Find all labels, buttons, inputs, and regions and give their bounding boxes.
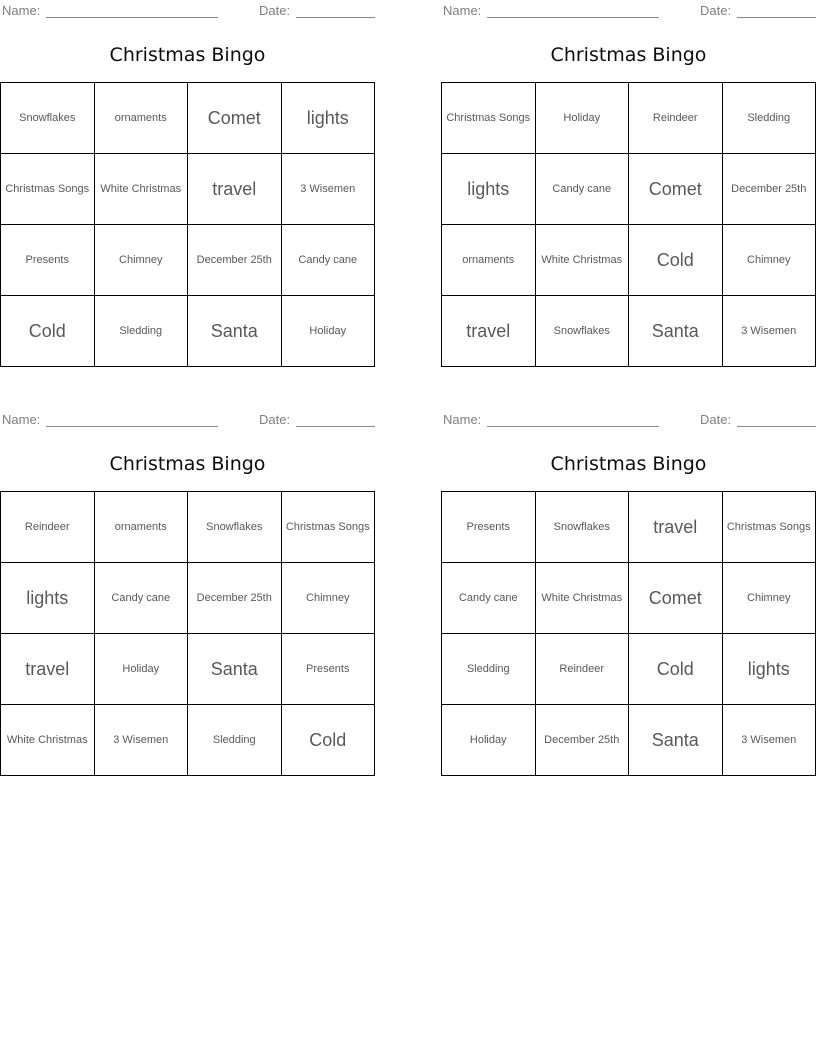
bingo-cell: 3 Wisemen (722, 296, 816, 367)
bingo-cell: travel (1, 634, 95, 705)
bingo-cell: ornaments (94, 492, 188, 563)
bingo-cell: Christmas Songs (442, 83, 536, 154)
bingo-row (442, 83, 816, 154)
bingo-cell: Holiday (442, 705, 536, 776)
bingo-row (442, 296, 816, 367)
date-blank-line (737, 413, 816, 427)
bingo-card-top-right (441, 4, 816, 364)
bingo-row (442, 492, 816, 563)
bingo-cell: Comet (629, 154, 723, 225)
bingo-cell: Cold (1, 296, 95, 367)
date-blank-line (296, 413, 375, 427)
bingo-cell: Chimney (281, 563, 375, 634)
bingo-cell: ornaments (94, 83, 188, 154)
bingo-cell: Comet (188, 83, 282, 154)
bingo-cell: Chimney (722, 225, 816, 296)
name-blank-line (46, 4, 218, 18)
name-blank-line (46, 413, 218, 427)
bingo-cell: Holiday (94, 634, 188, 705)
bingo-row (442, 634, 816, 705)
bingo-cell: Candy cane (94, 563, 188, 634)
bingo-cell: White Christmas (94, 154, 188, 225)
bingo-row (1, 296, 375, 367)
bingo-grid (441, 82, 816, 367)
name-label: Name: (2, 3, 41, 18)
date-label: Date: (700, 3, 732, 18)
bingo-row (442, 563, 816, 634)
bingo-cell: travel (629, 492, 723, 563)
bingo-row (1, 225, 375, 296)
bingo-cell: December 25th (188, 563, 282, 634)
bingo-cell: Reindeer (629, 83, 723, 154)
date-blank-line (296, 4, 375, 18)
bingo-cell: ornaments (442, 225, 536, 296)
bingo-cell: Santa (629, 296, 723, 367)
bingo-cell: Sledding (442, 634, 536, 705)
bingo-cell: 3 Wisemen (94, 705, 188, 776)
bingo-row (442, 225, 816, 296)
bingo-cell: lights (1, 563, 95, 634)
bingo-cell: Christmas Songs (1, 154, 95, 225)
bingo-grid (0, 491, 375, 776)
bingo-cell: travel (442, 296, 536, 367)
bingo-cell: Cold (629, 634, 723, 705)
bingo-cell: December 25th (188, 225, 282, 296)
bingo-cell: Santa (629, 705, 723, 776)
bingo-cell: White Christmas (535, 563, 629, 634)
name-date-row (441, 413, 816, 429)
bingo-cell: Christmas Songs (281, 492, 375, 563)
bingo-row (442, 705, 816, 776)
card-title: Christmas Bingo (550, 44, 707, 66)
bingo-cell: Cold (281, 705, 375, 776)
bingo-cell: Presents (442, 492, 536, 563)
name-blank-line (487, 4, 659, 18)
bingo-cell: Snowflakes (535, 492, 629, 563)
bingo-cell: White Christmas (1, 705, 95, 776)
bingo-grid (0, 82, 375, 367)
card-title: Christmas Bingo (550, 453, 707, 475)
name-blank-line (487, 413, 659, 427)
bingo-row (1, 563, 375, 634)
bingo-cell: Sledding (188, 705, 282, 776)
name-label: Name: (443, 412, 482, 427)
bingo-cell: White Christmas (535, 225, 629, 296)
bingo-cell: Holiday (535, 83, 629, 154)
bingo-card-bottom-left (0, 413, 375, 773)
bingo-cell: Snowflakes (188, 492, 282, 563)
date-label: Date: (259, 412, 291, 427)
bingo-cell: travel (188, 154, 282, 225)
bingo-cell: Snowflakes (535, 296, 629, 367)
bingo-cell: Santa (188, 296, 282, 367)
bingo-cell: 3 Wisemen (722, 705, 816, 776)
bingo-row (1, 154, 375, 225)
bingo-row (1, 634, 375, 705)
bingo-cell: Candy cane (442, 563, 536, 634)
bingo-cell: 3 Wisemen (281, 154, 375, 225)
bingo-cell: Reindeer (535, 634, 629, 705)
name-label: Name: (443, 3, 482, 18)
bingo-cell: Candy cane (281, 225, 375, 296)
bingo-cell: lights (722, 634, 816, 705)
bingo-cell: December 25th (722, 154, 816, 225)
bingo-cell: Chimney (94, 225, 188, 296)
bingo-card-bottom-right (441, 413, 816, 773)
bingo-cell: December 25th (535, 705, 629, 776)
card-title: Christmas Bingo (109, 44, 266, 66)
bingo-cell: Comet (629, 563, 723, 634)
bingo-row (1, 83, 375, 154)
card-title: Christmas Bingo (109, 453, 266, 475)
date-label: Date: (700, 412, 732, 427)
bingo-cell: Santa (188, 634, 282, 705)
bingo-row (1, 492, 375, 563)
bingo-cell: lights (442, 154, 536, 225)
bingo-row (442, 154, 816, 225)
bingo-grid (441, 491, 816, 776)
bingo-cell: Candy cane (535, 154, 629, 225)
bingo-cell: Holiday (281, 296, 375, 367)
name-date-row (0, 4, 375, 20)
date-blank-line (737, 4, 816, 18)
bingo-cell: lights (281, 83, 375, 154)
date-label: Date: (259, 3, 291, 18)
bingo-row (1, 705, 375, 776)
bingo-cell: Presents (281, 634, 375, 705)
bingo-cell: Sledding (94, 296, 188, 367)
bingo-cell: Snowflakes (1, 83, 95, 154)
name-date-row (441, 4, 816, 20)
bingo-cell: Christmas Songs (722, 492, 816, 563)
name-date-row (0, 413, 375, 429)
bingo-cell: Sledding (722, 83, 816, 154)
bingo-cell: Chimney (722, 563, 816, 634)
name-label: Name: (2, 412, 41, 427)
bingo-cell: Presents (1, 225, 95, 296)
bingo-card-top-left (0, 4, 375, 364)
bingo-cell: Cold (629, 225, 723, 296)
bingo-cell: Reindeer (1, 492, 95, 563)
